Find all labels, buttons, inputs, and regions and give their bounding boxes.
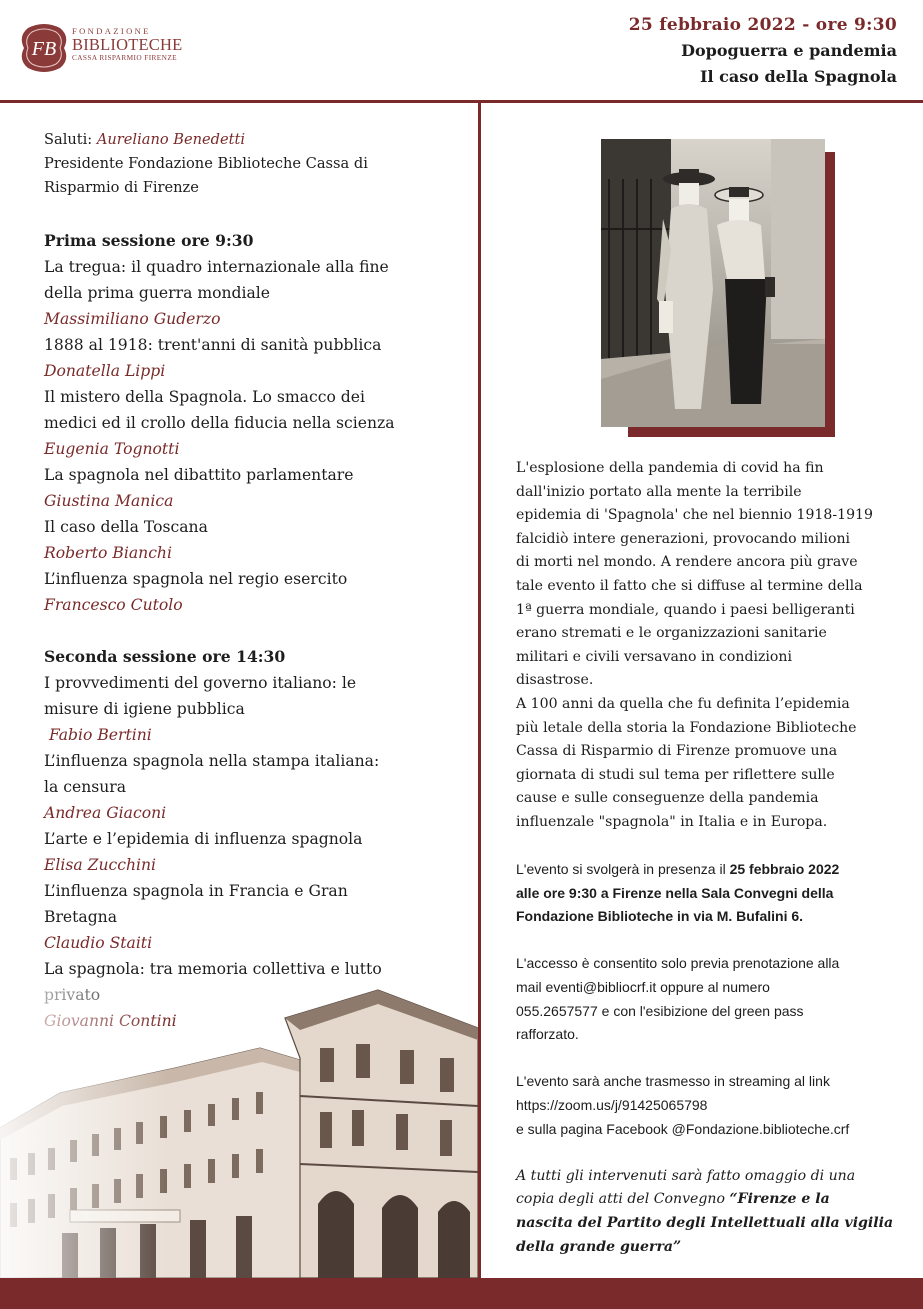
streaming-info [516,1070,901,1141]
intro-line: tale evento il fatto che si diffuse al termine della [516,577,863,594]
intro-line: influenzale "spagnola" in Italia e in Europa. [516,813,828,830]
talk-title: L’influenza spagnola in Francia e Gran [44,882,348,900]
logo-line1: FONDAZIONE [72,26,151,36]
programme [44,128,464,1034]
talk-speaker: Giustina Manica [44,492,174,510]
access-line: mail eventi@bibliocrf.it oppure al numero [516,979,770,996]
fb-monogram-icon [20,22,68,74]
talk-title: Il caso della Toscana [44,518,208,536]
event-title-line1: Dopoguerra e pandemia [681,41,897,60]
talk-title: della prima guerra mondiale [44,284,271,302]
logo-line2: BIBLIOTECHE [72,35,183,54]
talk-speaker: Roberto Bianchi [44,544,172,562]
intro-line: Cassa di Risparmio di Firenze promuove una [516,743,838,760]
greeting-role-line1: Presidente Fondazione Biblioteche Cassa di [44,155,368,172]
streaming-line: L'evento sarà anche trasmesso in streaming al link [516,1073,830,1090]
intro-line: dall'inizio portato alla mente la terribile [516,483,802,500]
venue-info [516,858,901,929]
venue-time-place: alle ore 9:30 a Firenze nella Sala Convegni della [516,884,834,901]
event-title-line2: Il caso della Spagnola [700,67,897,86]
intro-line: di morti nel mondo. A rendere ancora più grave [516,554,858,571]
talk-title: La spagnola nel dibattito parlamentare [44,466,354,484]
svg-text:FB: FB [31,38,57,60]
greeting-label: Saluti: [44,131,97,148]
gift-note [516,1165,901,1259]
proceedings-title: nascita del Partito degli Intellettuali alla vigilia [516,1215,894,1231]
logo [20,22,205,80]
access-info [516,952,901,1046]
header-divider [0,100,923,103]
session2-title: Seconda sessione ore 14:30 [44,647,286,666]
intro-line: disastrose. [516,672,594,689]
intro-line: L'esplosione della pandemia di covid ha fin [516,460,824,476]
gift-line: copia degli atti del Convegno [516,1191,730,1208]
intro-line: falcidiò intere generazioni, provocando milioni [516,530,851,547]
access-line: rafforzato. [516,1026,579,1043]
logo-line3: CASSA RISPARMIO FIRENZE [72,53,178,62]
talk-title: la censura [44,778,127,796]
talk-title: La tregua: il quadro internazionale alla fine [44,258,389,276]
access-line: L'accesso è consentito solo previa prenotazione alla [516,955,840,972]
gift-line: A tutti gli intervenuti sarà fatto omaggio di una [516,1167,856,1184]
talk-speaker: Francesco Cutolo [44,596,183,614]
talk-title: misure di igiene pubblica [44,700,245,718]
facebook-page: e sulla pagina Facebook @Fondazione.biblioteche.crf [516,1120,850,1137]
event-header [629,12,897,90]
building-facade-illustration [0,988,478,1278]
talk-title: L’influenza spagnola nel regio esercito [44,570,348,588]
talk-speaker: Fabio Bertini [44,726,152,744]
talk-title: 1888 al 1918: trent'anni di sanità pubblica [44,336,382,354]
intro-line: erano stremati e le organizzazioni sanitarie [516,625,827,642]
talk-speaker: Eugenia Tognotti [44,440,180,458]
intro-line: militari e civili versavano in condizioni [516,648,792,665]
talk-title: La spagnola: tra memoria collettiva e lutto [44,960,382,978]
event-description [516,457,901,1259]
talk-speaker: Elisa Zucchini [44,856,157,874]
greeting-role-line2: Risparmio di Firenze [44,179,199,196]
intro-line: 1ª guerra mondiale, quando i paesi belligeranti [516,601,855,618]
access-line: 055.2657577 e con l'esibizione del green pass [516,1002,804,1019]
venue-address: Fondazione Biblioteche in via M. Bufalini 6. [516,908,804,925]
talk-title: L’arte e l’epidemia di influenza spagnola [44,830,363,848]
talk-title: I provvedimenti del governo italiano: le [44,674,357,692]
greeting-speaker: Aureliano Benedetti [96,131,246,148]
talk-speaker: Donatella Lippi [44,362,166,380]
intro-line: epidemia di 'Spagnola' che nel biennio 1918-1919 [516,507,873,524]
intro-line: cause e sulle conseguenze della pandemia [516,790,819,807]
venue-date: 25 febbraio 2022 [729,861,840,878]
talk-speaker: Andrea Giaconi [44,804,167,822]
greeting [44,128,464,200]
event-date: 25 febbraio 2022 - ore 9:30 [628,15,897,35]
talk-title: Bretagna [44,908,118,926]
proceedings-title: della grande guerra” [516,1238,682,1255]
talk-title: medici ed il crollo della fiducia nella scienza [44,414,395,432]
intro-line: A 100 anni da quella che fu definita l’epidemia [516,695,850,712]
proceedings-title: “Firenze e la [729,1191,830,1208]
talk-title: Il mistero della Spagnola. Lo smacco dei [44,388,365,406]
talk-speaker: Claudio Staiti [44,934,153,952]
historical-photo-two-women-wearing-masks [601,139,825,427]
intro-line: giornata di studi sul tema per riflettere sulle [516,766,835,783]
talk-speaker: Massimiliano Guderzo [44,310,221,328]
talk-title: L’influenza spagnola nella stampa italiana: [44,752,380,770]
intro-line: più letale della storia la Fondazione Biblioteche [516,719,857,736]
venue-lead: L'evento si svolgerà in presenza il [516,861,730,878]
session1-title: Prima sessione ore 9:30 [44,231,254,250]
column-divider [478,103,481,1278]
footer-bar [0,1278,923,1309]
zoom-link[interactable]: https://zoom.us/j/91425065798 [516,1097,708,1114]
